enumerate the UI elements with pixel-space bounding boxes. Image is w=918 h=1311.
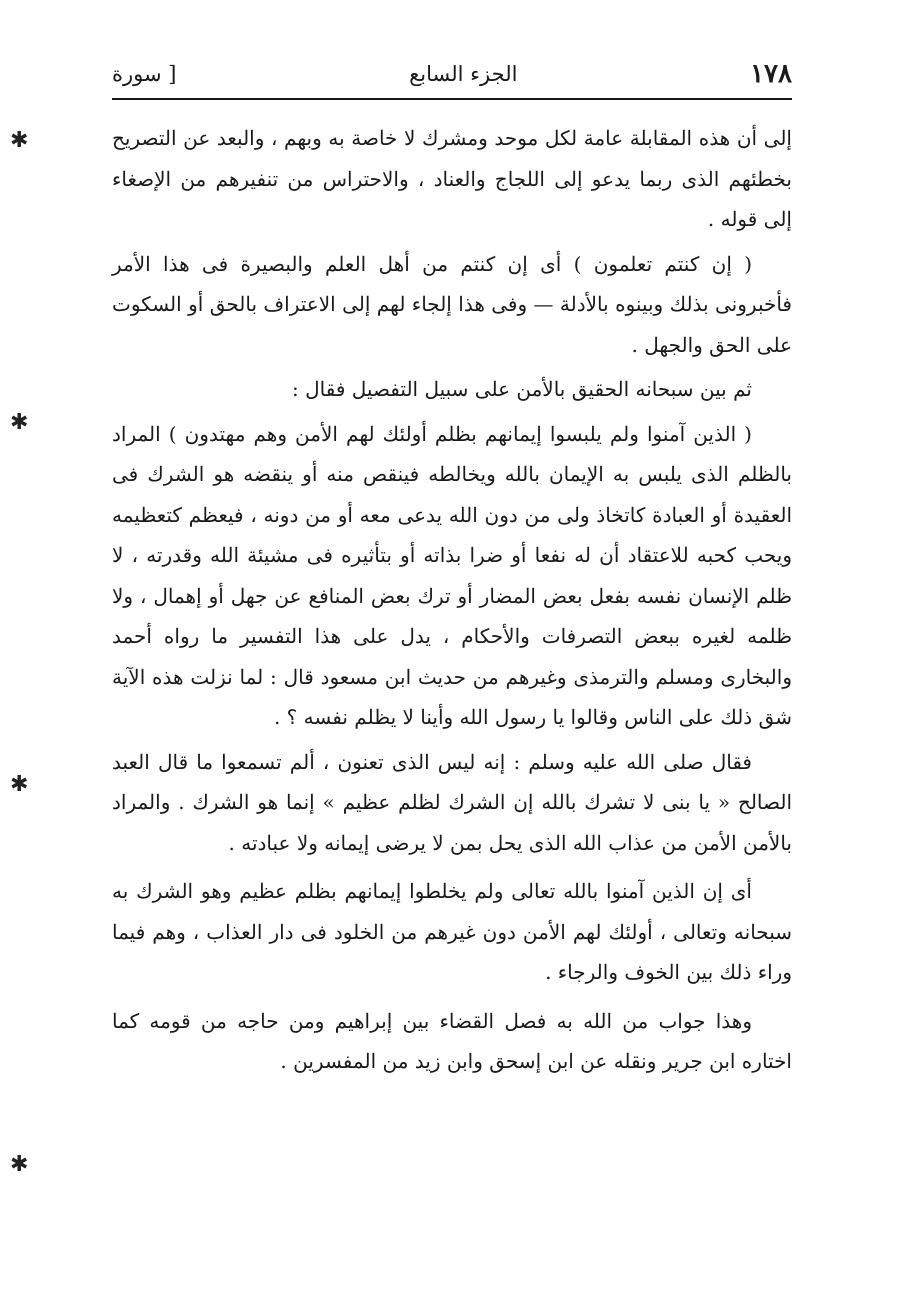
paragraph-4: ( الذين آمنوا ولم يلبسوا إيمانهم بظلم أولئك لهم الأمن وهم مهتدون ) المراد بالظلم الذى يلبس به الإيمان بالله ويخالطه فينقص منه أو ينقضه هو الشرك فى العقيدة أو العبادة كاتخاذ ولى من دون الله يدعى معه أو من دونه ، فيعظم كتعظيمه ويحب كحبه للاعتقاد أن له نفعا أو ضرا بذاته أو بتأثيره فى مشيئة الله وقدرته ، لا ظلم الإنسان نفسه بفعل بعض المضار أو ترك بعض المنافع عن جهل أو إهمال ، ولا ظلمه لغيره ببعض التصرفات والأحكام ، يدل على هذا التفسير ما رواه أحمد والبخارى ومسلم والترمذى وغيرهم من حديث ابن مسعود قال : لما نزلت هذه الآية شق ذلك على الناس وقالوا يا رسول الله وأينا لا يظلم نفسه ؟ . [112,421,792,729]
paragraph-5: فقال صلى الله عليه وسلم : إنه ليس الذى تعنون ، ألم تسمعوا ما قال العبد الصالح « يا بنى لا تشرك بالله إن الشرك لظلم عظيم » إنما هو الشرك . والمراد بالأمن الأمن من عذاب الله الذى يحل بمن لا يرضى إيمانه ولا عبادته . [112,749,792,855]
paragraph-2: ( إن كنتم تعلمون ) أى إن كنتم من أهل العلم والبصيرة فى هذا الأمر فأخبرونى بذلك وبينوه بالأدلة — وفى هذا إلجاء لهم إلى الاعتراف بالحق أو السكوت على الحق والجهل . [112,251,792,357]
margin-ornament-icon: ✱ [10,410,29,435]
margin-ornament-icon: ✱ [10,772,29,797]
paragraph-6: أى إن الذين آمنوا بالله تعالى ولم يخلطوا إيمانهم بظلم عظيم وهو الشرك به سبحانه وتعالى ، أولئك لهم الأمن دون غيرهم من الخلود فى دار العذاب ، وهم فيما وراء ذلك بين الخوف والرجاء . [112,879,792,984]
paragraph-7: وهذا جواب من الله به فصل القضاء بين إبراهيم ومن حاجه من قومه كما اختاره ابن جرير ونقله عن ابن إسحق وابن زيد من المفسرين . [112,1008,792,1073]
paragraph-3: ثم بين سبحانه الحقيق بالأمن على سبيل التفصيل فقال : [292,377,752,401]
surah-label: [ سورة [112,62,177,86]
running-title: الجزء السابع [409,62,518,86]
page-header [112,56,792,92]
margin-ornament-icon: ✱ [10,1152,29,1177]
paragraph-1: إلى أن هذه المقابلة عامة لكل موحد ومشرك لا خاصة به وبهم ، والبعد عن التصريح بخطئهم الذى ربما يدعو إلى اللجاج والعناد ، والاحتراس من تنفيرهم من الإصغاء إلى قوله . [112,126,792,231]
header-rule [112,98,792,100]
page-body [112,118,792,1086]
margin-ornament-icon: ✱ [10,128,29,153]
page-number: ١٧٨ [750,59,792,89]
